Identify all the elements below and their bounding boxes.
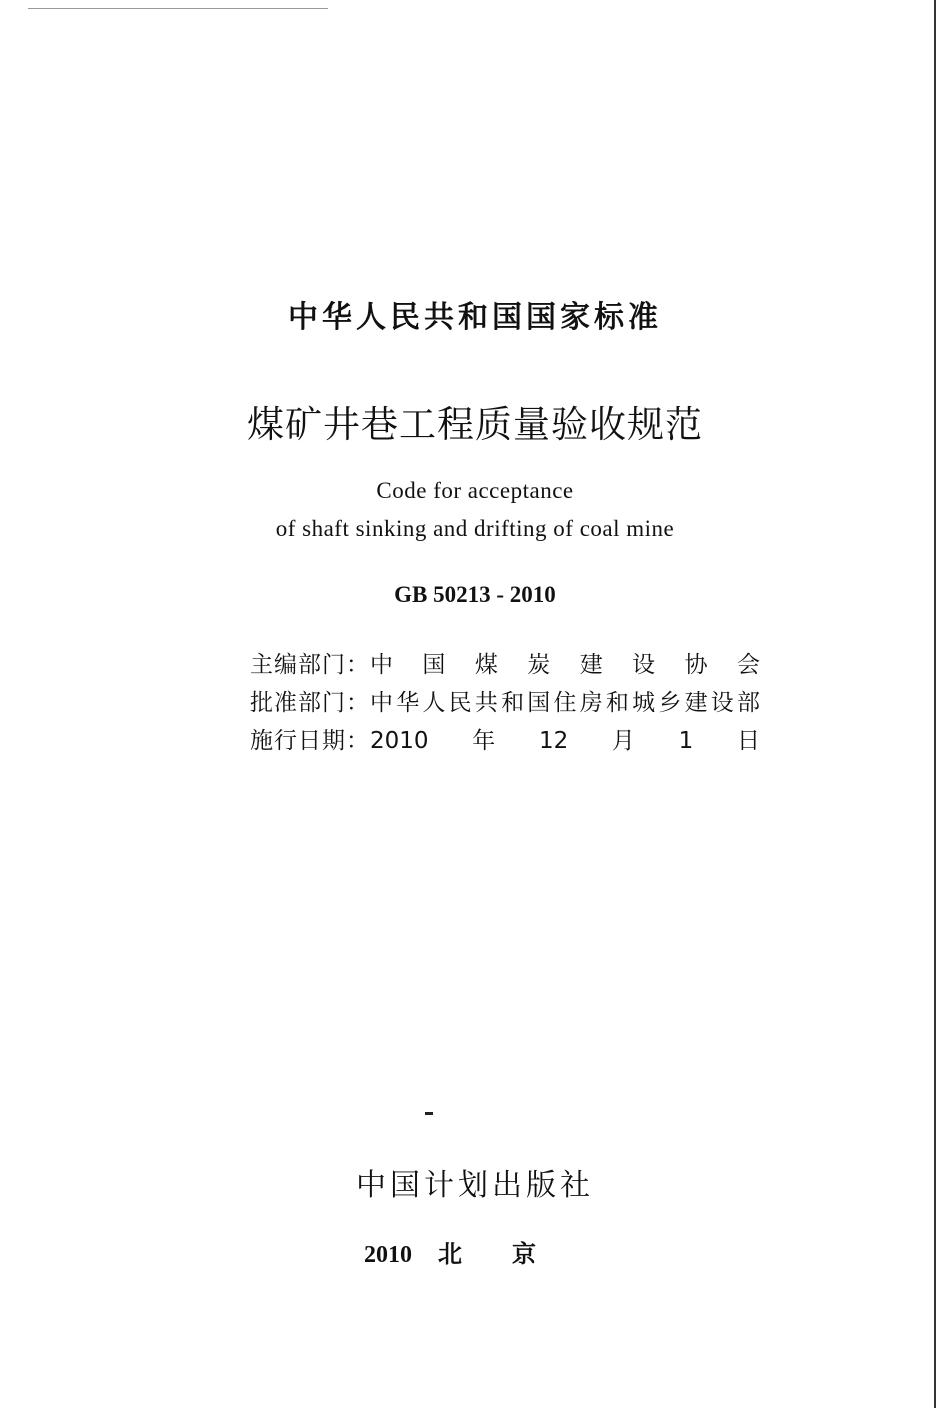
publication-year: 2010 (364, 1242, 412, 1268)
meta-label-approver: 批准部门： (250, 689, 370, 716)
scan-dash-mark (425, 1112, 433, 1115)
meta-row-editor (250, 645, 760, 679)
chinese-title: 煤矿井巷工程质量验收规范 (247, 403, 703, 446)
meta-value-approver: 中华人民共和国住房和城乡建设部 (370, 689, 760, 716)
english-title-line-1: Code for acceptance (376, 478, 574, 503)
english-title-line-2: of shaft sinking and drifting of coal mine (275, 516, 675, 541)
standard-code: GB 50213 - 2010 (394, 582, 556, 607)
standard-type-heading: 中华人民共和国国家标准 (288, 300, 662, 335)
publisher-name: 中国计划出版社 (356, 1168, 594, 1203)
meta-value-effective-date: 2010年12月1日 (370, 727, 760, 754)
meta-row-effective-date (250, 721, 760, 755)
publication-city: 北京 (438, 1240, 586, 1268)
publication-place-line (0, 1234, 950, 1269)
meta-value-editor: 中国煤炭建设协会 (370, 651, 760, 678)
meta-label-editor: 主编部门： (250, 651, 370, 678)
meta-label-effective-date: 施行日期： (250, 727, 370, 754)
top-scan-line (28, 8, 328, 9)
meta-row-approver (250, 683, 760, 717)
